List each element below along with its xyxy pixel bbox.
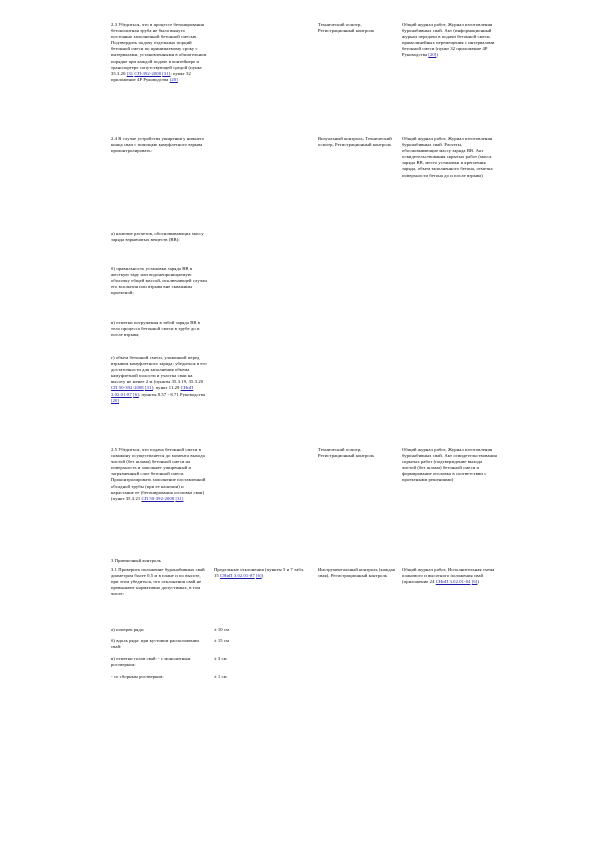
documents-2-4: Общий журнал работ, Журнал изготовления буронабивных свай. Расчеты, обосновывающие массу заряда ВВ. Акт освидетельствования скрытых работ (масса заряда ВВ, место установки и крепления заряда, объем заполненного бетона, отметка поверхности бетона до и после взрыва) (402, 136, 493, 178)
control-2-3: Технический осмотр, Регистрационный контроль (318, 22, 375, 34)
control-2-5: Технический осмотр, Регистрационный контроль (318, 447, 375, 459)
requirement-text: 2.5 Убедиться, что подача бетонной смеси в скважину осуществляется до момента выхода чистой (без шлама) бетонной смеси на поверхность и заполняет уширенный и загрязненный слое бетонной смеси. Проконтролировать заполнение поставленной обсадной трубы (при ее наличии) и нарастание ее (бетонирования оголовка сваи) (пункт 35.3.21 (111, 447, 206, 501)
ref-link[interactable]: СНиП 3.02.01-87 (111, 385, 194, 397)
documents-text: Общий журнал работ, Исполнительная схема планового и высотного положения свай (приложение 24 (402, 567, 495, 585)
ref-link[interactable]: [31 (126, 70, 134, 76)
control-3-1: Инструментальный контроль (каждая свая), Регистрационный контроль (318, 567, 396, 579)
tolerance-text: Предельные отклонения (пункты 5 и 7 табл. 15 (214, 567, 305, 579)
tolerance-item-value: ± 10 см (214, 627, 230, 632)
requirement-3-1: 3.1 Проверить положение буронабивных свай диаметром более 0,5 м в плане и по высоте, при этом убедиться, что отклонения свай не превышают нормативно допустимых, в том числе: (111, 567, 205, 597)
documents-3-1 (402, 567, 497, 585)
tolerance-item-value: ± 15 см (214, 638, 230, 643)
tolerance-item-value: ± 3 см (214, 656, 227, 661)
tolerance-end: ) (261, 573, 264, 579)
ref-link[interactable]: СП 50-392-2008 (141, 495, 175, 501)
documents-2-5: Общий журнал работ, Журнал изготовления буронабивных свай. Акт освидетельствования скрытых работ (подтверждение выхода чистой (без шлама) бетонной смеси и формирование оголовка в соответствии с проектными решениями) (402, 447, 497, 483)
ref-link[interactable]: СП 50-392-2008 (111, 385, 144, 391)
subitem-b: б) правильность установки заряда ВВ в жесткую тару или водонепроницаемую оболочку общей массой, исключающей случаи его всплытия или взрыва вне скважины проектной; (111, 266, 207, 296)
subitem-g (111, 355, 207, 404)
ref-link[interactable]: [20] (111, 397, 120, 403)
documents-2-3 (402, 22, 497, 59)
requirement-text: 2.3 Убедиться, что в процессе бетонирования бетонолитная труба не была вынута постоянно заполненной бетонной смесью. Подтвердить подачу отдельных порций бетонной смеси по принимаемому сроку с интервалами, установленными в обязательном порядке при каждой подаче в контейнере и транспортере сопутствующей средой (пункт 35.3.20 (111, 22, 207, 76)
section-heading: 3 Приемочный контроль (111, 558, 161, 563)
tolerance-3-1 (214, 567, 309, 579)
subitem-g-mid2: ; пункты 8.57 - 8.71 Руководства (138, 391, 206, 397)
tolerance-item-label: в) отметки голов свай: - с монолитным ростверком: (111, 656, 191, 668)
ref-link[interactable]: [31] (144, 385, 153, 391)
subitem-v: в) отметки погружения в забой заряда ВВ в тело процесса бетонной смеси в трубе до и после взрыва; (111, 320, 201, 338)
ref-link[interactable]: СНиП 3.02.01-87 (220, 573, 255, 579)
subitem-a: а) наличие расчетов, обосновывающих массу заряда взрывчатых веществ (ВВ); (111, 231, 204, 243)
tolerance-item-label: а) поперек ряда: (111, 627, 145, 632)
requirement-2-5 (111, 447, 207, 502)
subitem-g-text: г) объем бетонной смеси, уложенной перед взрывом камуфлетного заряда: убедиться в его достаточности для заполнения объема камуфлетной полости и участка сваи на высоту не менее 2 м (пункты 35.3.19, 35.3.20 (111, 355, 207, 385)
requirement-tail: ; пункт 32 приложение 4Р Руководства (111, 70, 191, 82)
ref-link[interactable]: [6] (471, 579, 478, 585)
ref-link[interactable]: [20] (169, 76, 178, 82)
ref-link[interactable]: [31] (175, 495, 184, 501)
documents-text: Общий журнал работ, Журнал изготовления буронабивных свай. Акт (информационный журнал передачи в подачи бетонной смеси, прямолинейных перемещения с интервалами бетонной смеси (пункт 32 приложение 4Р Руководства (402, 22, 495, 58)
requirement-2-3 (111, 22, 207, 83)
ref-link[interactable]: [6] (256, 573, 262, 579)
ref-link[interactable]: [20] (428, 52, 437, 58)
documents-end: ) (436, 52, 439, 58)
ref-link[interactable]: СП-392-2008 (134, 70, 162, 76)
tolerance-item-label: б) вдоль ряда: при кустовом расположении свай: (111, 638, 199, 650)
control-2-4: Визуальный контроль, Технический осмотр, Регистрационный контроль (318, 136, 392, 148)
requirement-2-4: 2.4 В случае устройства уширения у нижнего конца сваи с помощью камуфлетного взрыва проконтролировать: (111, 136, 205, 154)
tolerance-item-label: - со сборным ростверком: (111, 674, 164, 679)
ref-link[interactable]: [6] (133, 391, 139, 397)
documents-end: ) (477, 579, 479, 585)
tolerance-item-value: ± 1 см (214, 674, 227, 679)
ref-link[interactable]: [31] (162, 70, 171, 76)
subitem-g-mid: ; пункт 11.29 (152, 385, 180, 391)
ref-link[interactable]: СНиП 3.02.01-84 (435, 579, 471, 585)
